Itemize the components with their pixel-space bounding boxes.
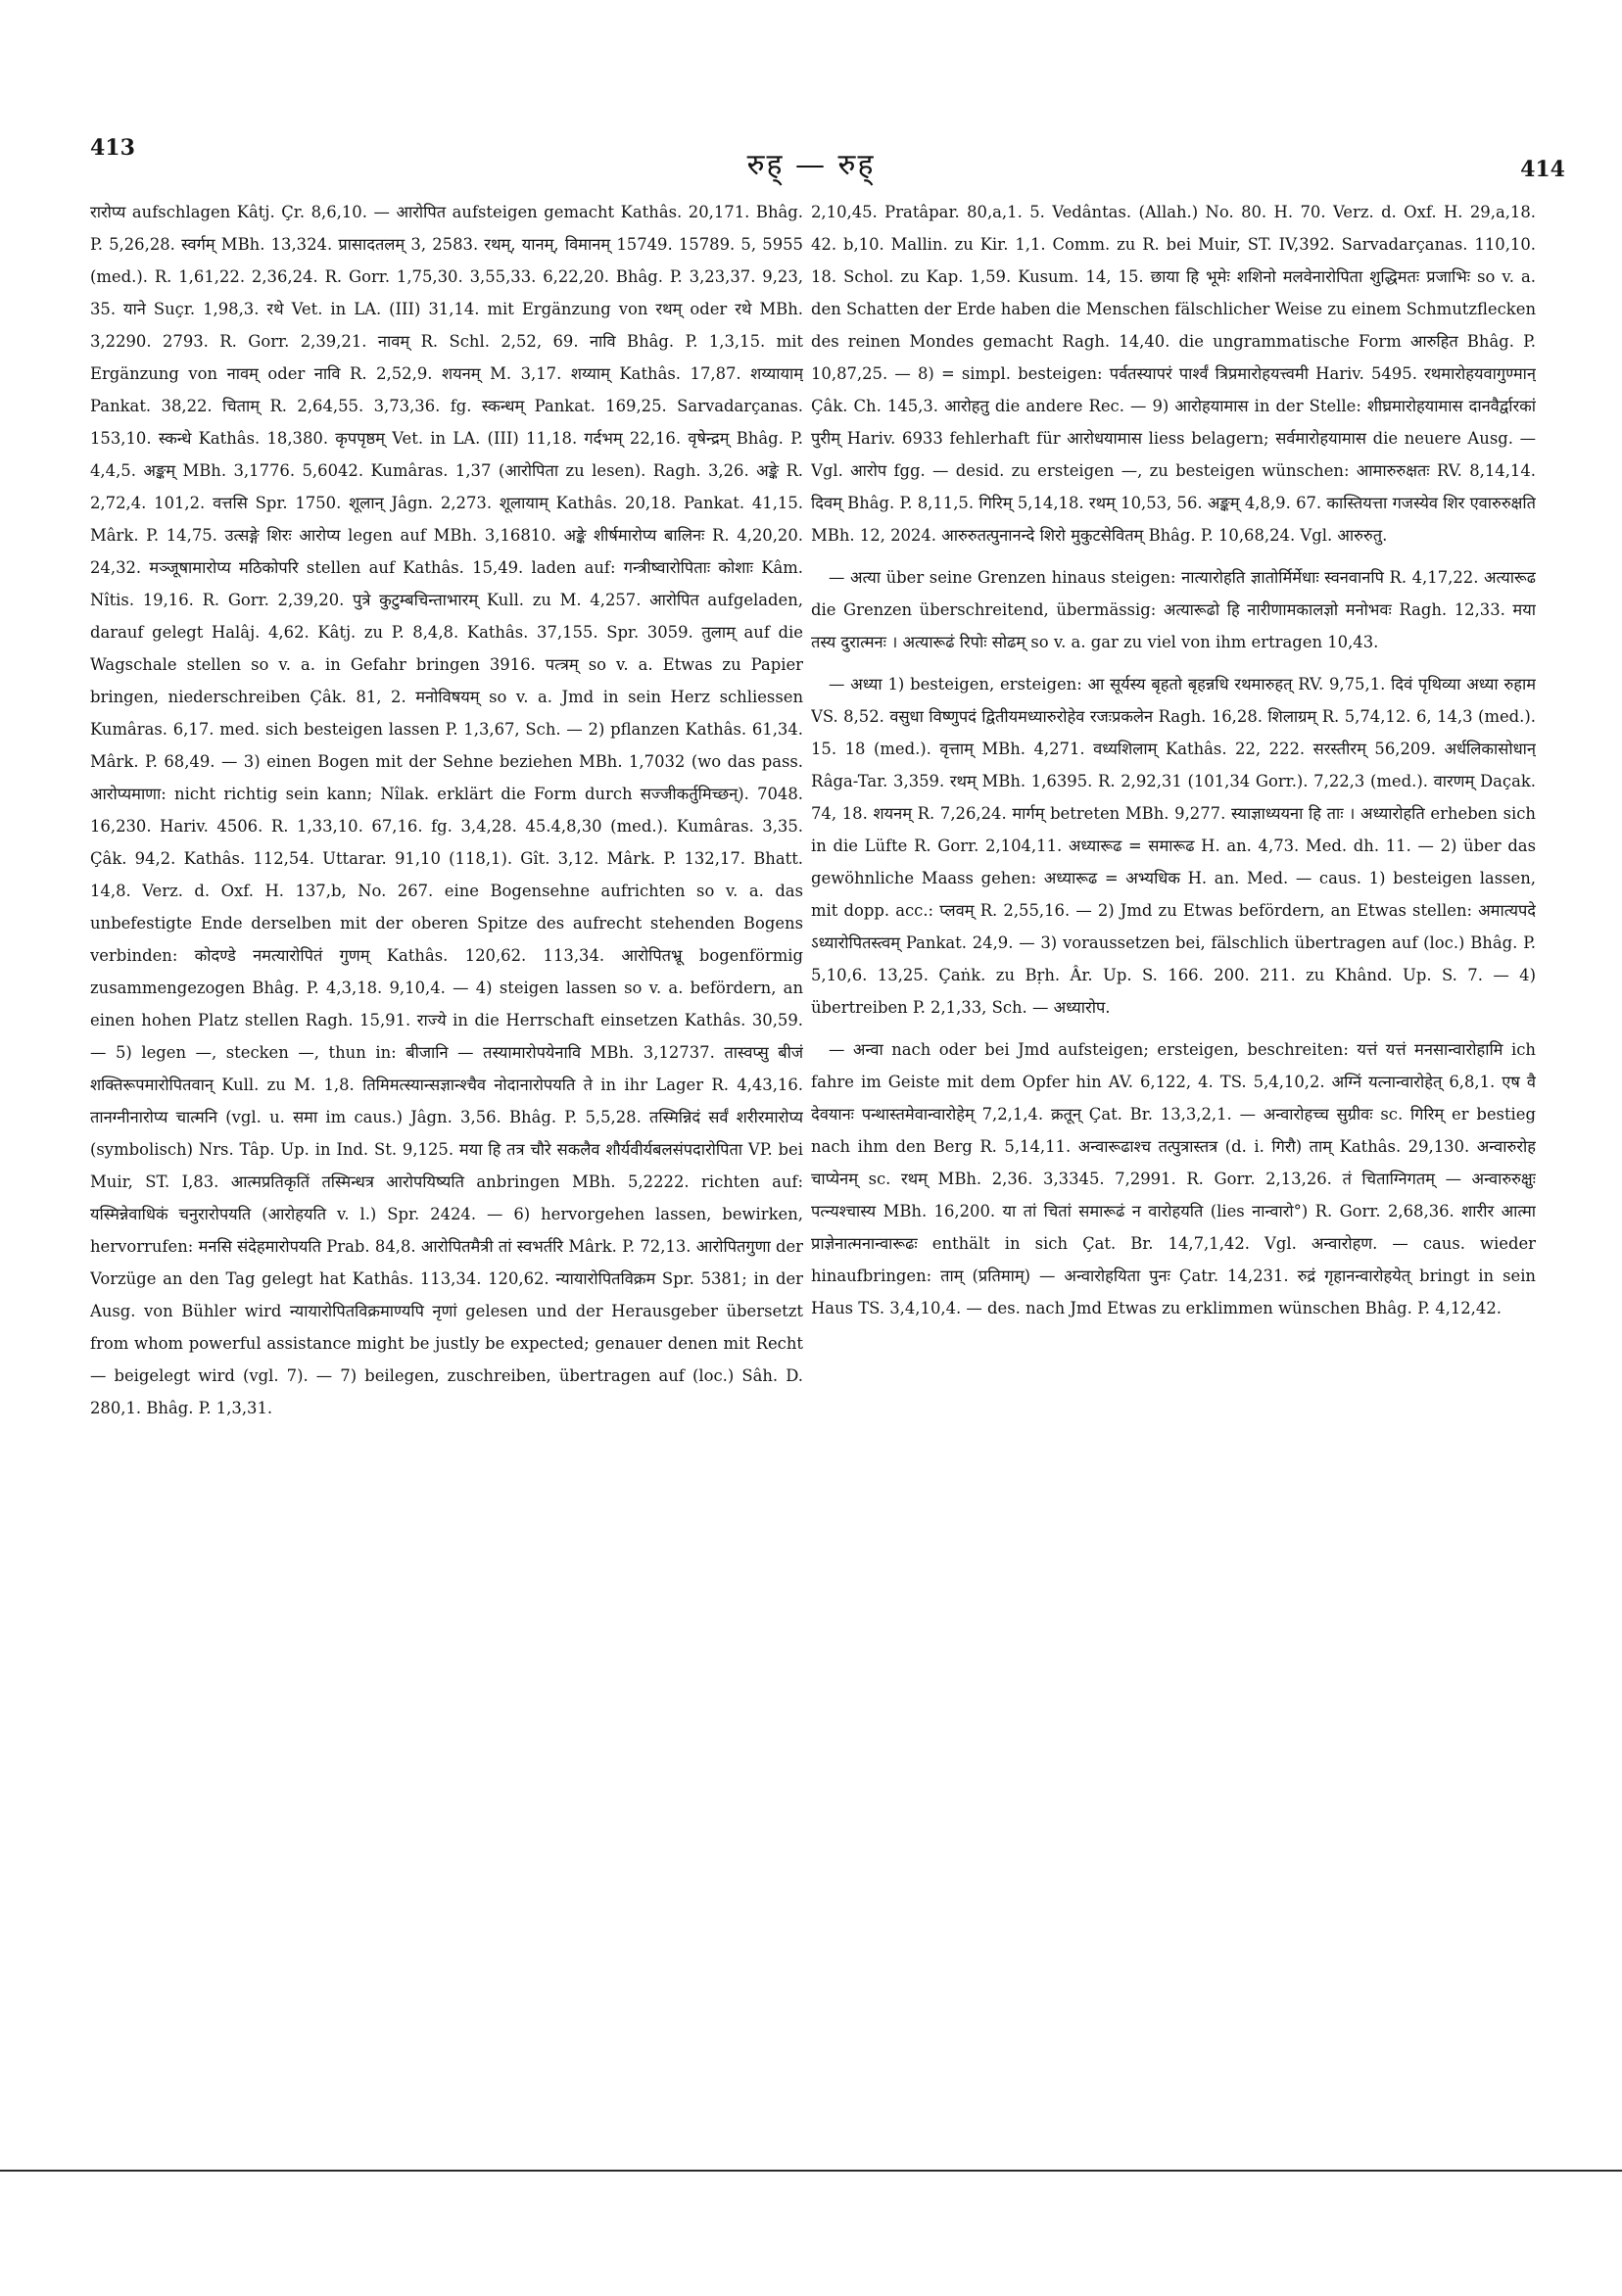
left-column — [90, 196, 803, 2116]
running-headword: रुह् — रुह् — [746, 148, 876, 182]
right-column — [811, 196, 1536, 2116]
right-column-entry-anva: — अन्वा nach oder bei Jmd aufsteigen; ersteigen, beschreiten: यत्तं यत्तं मनसान्वारोहामि ich fahre im Geiste mit dem Opfer hin AV. 6,122, 4. TS. 5,4,10,2. अग्निं यत्नान्वारोहेत् 6,8,1. एष वै देवयानः पन्थास्तमेवान्वारोहेम् 7,2,1,4. क्रतून् Çat. Br. 13,3,2,1. — अन्वारोहच्च सुग्रीवः sc. गिरिम् er bestieg nach ihm den Berg R. 5,14,11. अन्वारूढाश्च तत्पुत्रास्तत्र (d. i. गिरौ) ताम् Kathâs. 29,130. अन्वारुरोह चाप्येनम् sc. रथम् MBh. 2,36. 3,3345. 7,2991. R. Gorr. 2,13,26. तं चिताग्निगतम् — अन्वारुरुक्षुः पत्न्यश्चास्य MBh. 16,200. या तां चितां समारूढं न वारोहयति (lies नान्वारो°) R. Gorr. 2,68,36. शारीर आत्मा प्राज्ञेनात्मनान्वारूढः enthält in sich Çat. Br. 14,7,1,42. Vgl. अन्वारोहण. — caus. wieder hinaufbringen: ताम् (प्रतिमाम्) — अन्वारोहयिता पुनः Çatr. 14,231. रुद्रं गृहानन्वारोहयेत् bringt in sein Haus TS. 3,4,10,4. — des. nach Jmd Etwas zu erklimmen wünschen Bhâg. P. 4,12,42. — [811, 1040, 1536, 1317]
right-column-entry-atya: — अत्या über seine Grenzen hinaus steigen: नात्यारोहति ज्ञातोर्मिर्मेधाः स्वनवानपि R. 4,17,22. अत्यारूढ die Grenzen überschreitend, übermässig: अत्यारूढो हि नारीणामकालज्ञो मनोभवः Ragh. 12,33. मया तस्य दुरात्मनः । अत्यारूढं रिपोः सोढम् so v. a. gar zu viel von ihm ertragen 10,43. — [811, 568, 1536, 651]
bottom-rule — [0, 2170, 1622, 2172]
page-number-left: 413 — [90, 135, 135, 161]
right-column-text-1: 2,10,45. Pratâpar. 80,a,1. 5. Vedântas. (Allah.) No. 80. H. 70. Verz. d. Oxf. H. 29,a,18. 42. b,10. Mallin. zu Kir. 1,1. Comm. zu R. bei Muir, ST. IV,392. Sarvadarçanas. 110,10. 18. Schol. zu Kap. 1,59. Kusum. 14, 15. छाया हि भूमेः शशिनो मलवेनारोपिता शुद्धिमतः प्रजाभिः so v. a. den Schatten der Erde haben die Menschen fälschlicher Weise zu einem Schmutzflecken des reinen Mondes gemacht Ragh. 14,40. die ungrammatische Form आरुहित Bhâg. P. 10,87,25. — 8) = simpl. besteigen: पर्वतस्यापरं पार्श्वं त्रिप्रमारोहयत्त्वमी Hariv. 5495. रथमारोहयवागुण्मान् Çâk. Ch. 145,3. आरोहतु die andere Rec. — 9) आरोहयामास in der Stelle: शीघ्रमारोहयामास दानवैर्द्वारकां पुरीम् Hariv. 6933 fehlerhaft für आरोधयामास liess belagern; सर्वमारोहयामास die neuere Ausg. — Vgl. आरोप fgg. — desid. zu ersteigen —, zu besteigen wünschen: आमारुरुक्षतः RV. 8,14,14. दिवम् Bhâg. P. 8,11,5. गिरिम् 5,14,18. रथम् 10,53, 56. अङ्कम् 4,8,9. 67. कास्तियत्ता गजस्येव शिर एवारुरुक्षति MBh. 12, 2024. आरुरुतत्पुनानन्दे शिरो मुकुटसेवितम् Bhâg. P. 10,68,24. Vgl. आरुरुतु. — [811, 203, 1536, 545]
left-column-text: रारोप्य aufschlagen Kâtj. Çr. 8,6,10. — आरोपित aufsteigen gemacht Kathâs. 20,171. Bhâg. P. 5,26,28. स्वर्गम् MBh. 13,324. प्रासादतलम् 3, 2583. रथम्, यानम्, विमानम् 15749. 15789. 5, 5955 (med.). R. 1,61,22. 2,36,24. R. Gorr. 1,75,30. 3,55,33. 6,22,20. Bhâg. P. 3,23,37. 9,23, 35. याने Suçr. 1,98,3. रथे Vet. in LA. (III) 31,14. mit Ergänzung von रथम् oder रथे MBh. 3,2290. 2793. R. Gorr. 2,39,21. नावम् R. Schl. 2,52, 69. नावि Bhâg. P. 1,3,15. mit Ergänzung von नावम् oder नावि R. 2,52,9. शयनम् M. 3,17. शय्याम् Kathâs. 17,87. शय्यायाम् Pankat. 38,22. चिताम् R. 2,64,55. 3,73,36. fg. स्कन्धम् Pankat. 169,25. Sarvadarçanas. 153,10. स्कन्धे Kathâs. 18,380. कृपपृष्ठम् Vet. in LA. (III) 11,18. गर्दभम् 22,16. वृषेन्द्रम् Bhâg. P. 4,4,5. अङ्कम् MBh. 3,1776. 5,6042. Kumâras. 1,37 (आरोपिता zu lesen). Ragh. 3,26. अङ्के R. 2,72,4. 101,2. वत्तसि Spr. 1750. शूलान् Jâgn. 2,273. शूलायाम् Kathâs. 20,18. Pankat. 41,15. Mârk. P. 14,75. उत्सङ्गे शिरः आरोप्य legen auf MBh. 3,16810. अङ्के शीर्षमारोप्य बालिनः R. 4,20,20. 24,32. मञ्जूषामारोप्य मठिकोपरि stellen auf Kathâs. 15,49. laden auf: गन्त्रीष्वारोपिताः कोशाः Kâm. Nîtis. 19,16. R. Gorr. 2,39,20. पुत्रे कुटुम्बचिन्ताभारम् Kull. zu M. 4,257. आरोपित aufgeladen, darauf gelegt Halâj. 4,62. Kâtj. zu P. 8,4,8. Kathâs. 37,155. Spr. 3059. तुलाम् auf die Wagschale stellen so v. a. in Gefahr bringen 3916. पत्त्रम् so v. a. Etwas zu Papier bringen, niederschreiben Çâk. 81, 2. मनोविषयम् so v. a. Jmd in sein Herz schliessen Kumâras. 6,17. med. sich besteigen lassen P. 1,3,67, Sch. — 2) pflanzen Kathâs. 61,34. Mârk. P. 68,49. — 3) einen Bogen mit der Sehne beziehen MBh. 1,7032 (wo das pass. आरोप्यमाणा: nicht richtig sein kann; Nîlak. erklärt die Form durch सज्जीकर्तुमिच्छन्). 7048. 16,230. Hariv. 4506. R. 1,33,10. 67,16. fg. 3,4,28. 45.4,8,30 (med.). Kumâras. 3,35. Çâk. 94,2. Kathâs. 112,54. Uttarar. 91,10 (118,1). Gît. 3,12. Mârk. P. 132,17. Bhatt. 14,8. Verz. d. Oxf. H. 137,b, No. 267. eine Bogensehne aufrichten so v. a. das unbefestigte Ende derselben mit der oberen Spitze des aufrecht stehenden Bogens verbinden: कोदण्डे नमत्यारोपितं गुणम् Kathâs. 120,62. 113,34. आरोपितभ्रू bogenförmig zusammengezogen Bhâg. P. 4,3,18. 9,10,4. — 4) steigen lassen so v. a. befördern, an einen hohen Platz stellen Ragh. 15,91. राज्ये in die Herrschaft einsetzen Kathâs. 30,59. — 5) legen —, stecken —, thun in: बीजानि — तस्यामारोपयेनावि MBh. 3,12737. तास्वप्सु बीजं शक्तिरूपमारोपितवान् Kull. zu M. 1,8. तिमिमत्स्यान्सज्ञान्श्चैव नोदानारोपयति ते in ihr Lager R. 4,43,16. तानग्नीनारोप्य चात्मनि (vgl. u. समा im caus.) Jâgn. 3,56. Bhâg. P. 5,5,28. तस्मिन्निदं सर्वं शरीरमारोप्य (symbolisch) Nrs. Tâp. Up. in Ind. St. 9,125. मया हि तत्र चौरे सकलैव शौर्यवीर्यबलसंपदारोपिता VP. bei Muir, ST. I,83. आत्मप्रतिकृतिं तस्मिन्धत्र आरोपयिष्यति anbringen MBh. 5,2222. richten auf: यस्मिन्नेवाधिकं चनुरारोपयति (आरोहयति v. l.) Spr. 2424. — 6) hervorgehen lassen, bewirken, hervorrufen: मनसि संदेहमारोपयति Prab. 84,8. आरोपितमैत्री तां स्वभर्तरि Mârk. P. 72,13. आरोपितगुणा der Vorzüge an den Tag gelegt hat Kathâs. 113,34. 120,62. न्यायारोपितविक्रम Spr. 5381; in der Ausg. von Bühler wird न्यायारोपितविक्रमाण्यपि नृणां gelesen und der Herausgeber übersetzt from whom powerful assistance might be justly be expected; genauer denen mit Recht — beigelegt wird (vgl. 7). — 7) beilegen, zuschreiben, übertragen auf (loc.) Sâh. D. 280,1. Bhâg. P. 1,3,31. — [90, 203, 803, 1417]
right-column-entry-adhya: — अध्या 1) besteigen, ersteigen: आ सूर्यस्य बृहतो बृहन्नधि रथमारुहत् RV. 9,75,1. दिवं पृथिव्या अध्या रुहाम VS. 8,52. वसुधा विष्णुपदं द्वितीयमध्यारुरोहेव रजःप्रकलेन Ragh. 16,28. शिलाग्रम् R. 5,74,12. 6, 14,3 (med.). 15. 18 (med.). वृत्ताम् MBh. 4,271. वध्यशिलाम् Kathâs. 22, 222. सरस्तीरम् 56,209. अर्धलिकासोधान् Râga-Tar. 3,359. रथम् MBh. 1,6395. R. 2,92,31 (101,34 Gorr.). 7,22,3 (med.). वारणम् Daçak. 74, 18. शयनम् R. 7,26,24. मार्गम् betreten MBh. 9,277. स्याज्ञाध्ययना हि ताः । अध्यारोहति erheben sich in die Lüfte R. Gorr. 2,104,11. अध्यारूढ = समारूढ H. an. 4,73. Med. dh. 11. — 2) über das gewöhnliche Maass gehen: अध्यारूढ = अभ्यधिक H. an. Med. — caus. 1) besteigen lassen, mit dopp. acc.: प्लवम् R. 2,55,16. — 2) Jmd zu Etwas befördern, an Etwas stellen: अमात्यपदे ऽध्यारोपितस्त्वम् Pankat. 24,9. — 3) voraussetzen bei, fälschlich übertragen auf (loc.) Bhâg. P. 5,10,6. 13,25. Çaṅk. zu Bṛh. Âr. Up. S. 166. 200. 211. zu Khând. Up. S. 7. — 4) übertreiben P. 2,1,33, Sch. — अध्यारोप. — [811, 675, 1536, 1017]
page-number-right: 414 — [1520, 157, 1565, 182]
